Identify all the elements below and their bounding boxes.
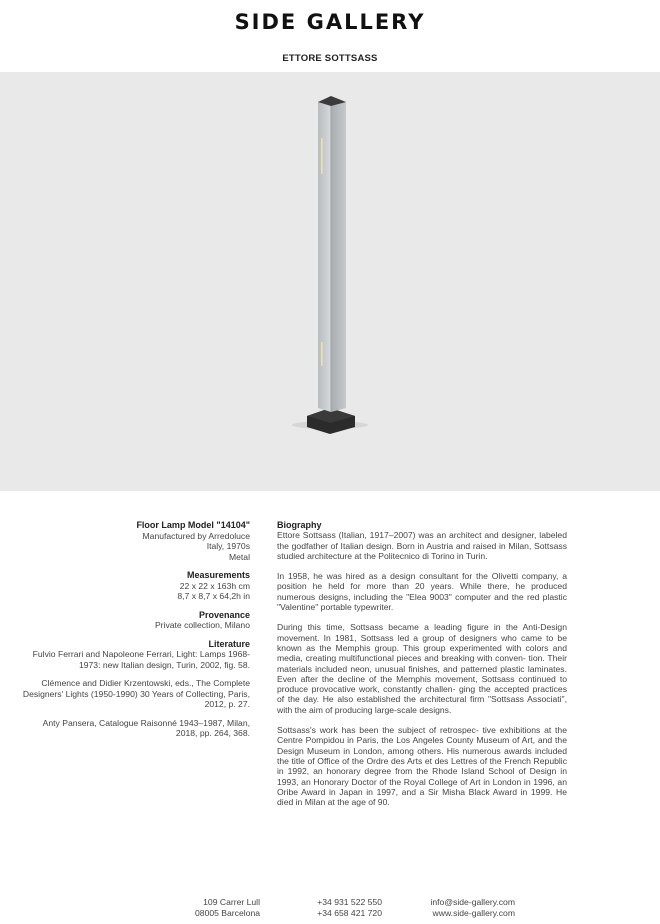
- lamp-column-left: [318, 98, 331, 412]
- measurements-cm: 22 x 22 x 163h cm: [179, 580, 250, 591]
- lamp-column-right: [331, 98, 346, 412]
- biography-paragraph: In 1958, he was hired as a design consultant for the Olivetti company, a position he held for more than 20 years. While there, he produced numerous designs, including the "Elea 9003" computer and the red plastic "Valentine" portable typewriter.: [277, 571, 567, 613]
- phone-link[interactable]: +34 658 421 720: [317, 908, 382, 918]
- origin: Italy, 1970s: [206, 541, 250, 551]
- designer-name: ETTORE SOTTSASS: [282, 53, 378, 64]
- measurements-heading: Measurements: [186, 570, 250, 580]
- material: Metal: [228, 551, 250, 562]
- footer-address: [150, 897, 260, 919]
- light-slit-bottom: [321, 342, 323, 366]
- phone-link[interactable]: +34 931 522 550: [317, 897, 382, 907]
- footer-contact: [410, 897, 515, 919]
- biography-heading: Biography: [277, 520, 322, 530]
- footer-phones: [300, 897, 382, 919]
- footer: [0, 897, 660, 924]
- address-city: 08005 Barcelona: [195, 908, 260, 918]
- literature-heading: Literature: [208, 638, 250, 649]
- email-link[interactable]: info@side-gallery.com: [430, 897, 515, 907]
- measurements-in: 8,7 x 8,7 x 64,2h in: [177, 591, 250, 601]
- biography-paragraph: Ettore Sottsass (Italian, 1917–2007) was an architect and designer, labeled the godfather of Italian design. Born in Austria and raised in Milan, Sottsass studied architecture at the Politecnico di Torino in Turin.: [277, 530, 567, 561]
- light-slit-top: [321, 138, 323, 174]
- floor-lamp-image: [0, 72, 660, 491]
- manufacturer: Manufactured by Arredoluce: [142, 530, 250, 541]
- provenance: Private collection, Milano: [154, 620, 250, 630]
- literature-item: Fulvio Ferrari and Napoleone Ferrari, Light: Lamps 1968-1973: new Italian design, Turin, 2002, fig. 58.: [32, 649, 250, 670]
- biography-paragraph: During this time, Sottsass became a leading figure in the Anti-Design movement. In 1981, Sottsass led a group of designers who came to be known as the Memphis group. This group experimented with colors and media, creating multifunctional pieces and breaking with conven- tion. Their materials included neon, unusual finishes, and patterned plastic laminates. Even after the decline of the Memphis movement, Sottsass continued to produce provocative work, constantly challen- ging the accepted practices of the day. He also established the architectural firm "Sottsass Associati", with the aim of producing large-scale designs.: [277, 622, 567, 715]
- product-title: Floor Lamp Model "14104": [136, 520, 250, 530]
- website-link[interactable]: www.side-gallery.com: [432, 908, 515, 918]
- biography-paragraph: Sottsass's work has been the subject of retrospec- tive exhibitions at the Centre Pompidou in Paris, the Los Angeles County Museum of Art, and the Design Museum in London, among others. His numerous awards included the title of Office of the Ordre des Arts et des Lettres of the French Republic in 1992, an honorary degree from the Rhode Island School of Design in 1993, an Honorary Doctor of the Royal College of Art in London in 1996, an Oribe Award in Japan in 1997, and a Sir Misha Black Award in 1999. He died in Milan at the age of 90.: [277, 725, 567, 808]
- address-street: 109 Carrer Lull: [203, 897, 260, 907]
- literature-item: Clémence and Didier Krzentowski, eds., The Complete Designers' Lights (1950-1990) 30 Years of Collecting, Paris, 2012, p. 27.: [22, 678, 250, 709]
- product-photo: [0, 72, 660, 491]
- product-details: [20, 520, 250, 747]
- gallery-logo: SIDE GALLERY: [234, 10, 426, 34]
- literature-item: Anty Pansera, Catalogue Raisonné 1943–1987, Milan, 2018, pp. 264, 368.: [42, 717, 250, 738]
- provenance-heading: Provenance: [198, 609, 250, 620]
- biography: [277, 520, 567, 817]
